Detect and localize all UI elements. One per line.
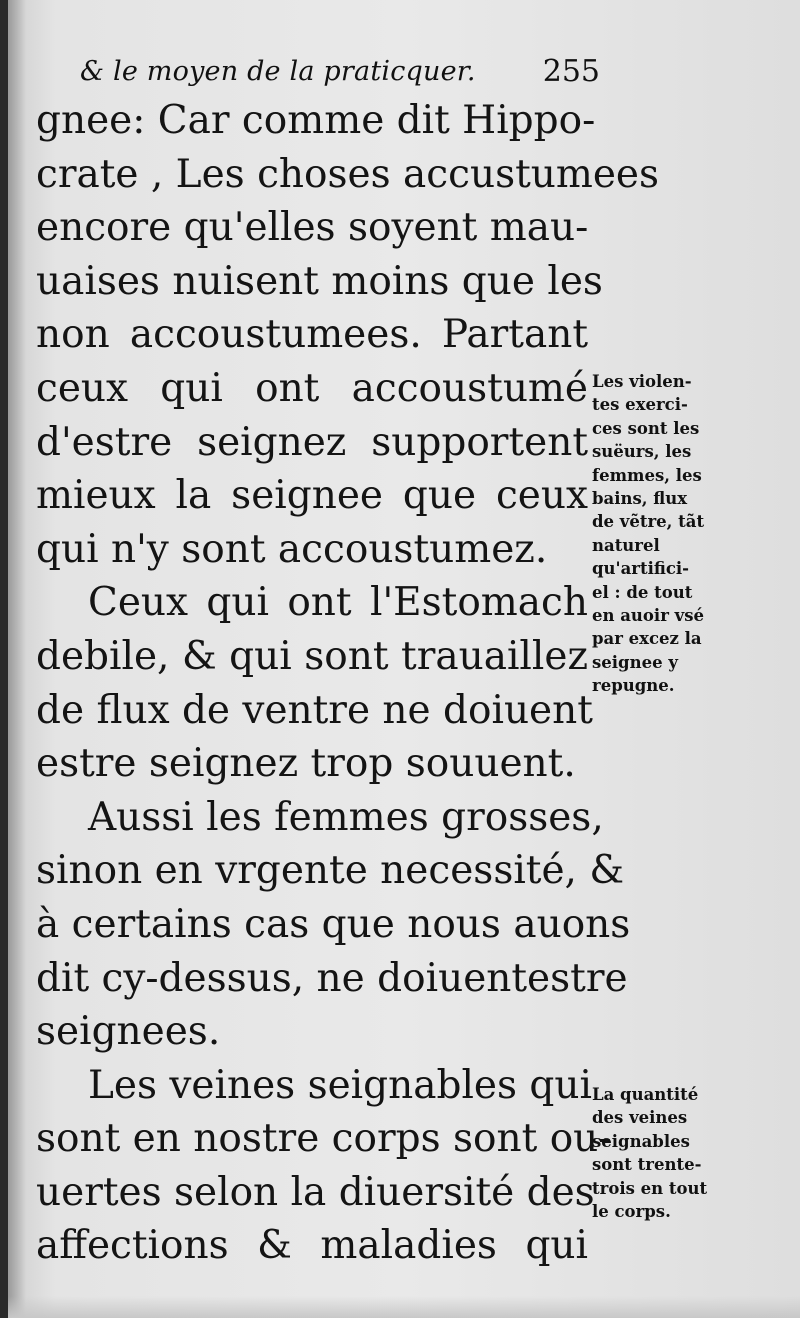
margin-note (592, 370, 732, 697)
text-line: affections & maladies qui (36, 1223, 588, 1269)
text-line: qui n'y sont accoustumez. (36, 526, 548, 572)
text-line: uaises nuisent moins que les (36, 258, 603, 304)
margin-note-line: bains, flux (592, 488, 688, 508)
margin-note (592, 1083, 732, 1223)
text-line: à certains cas que nous auons (36, 901, 631, 947)
text-line: d'estre seignez supportent (36, 419, 588, 465)
text-line: ceux qui ont accoustumé (36, 365, 588, 411)
text-line: estre seignez trop souuent. (36, 741, 576, 787)
text-line: mieux la seignee que ceux (36, 473, 588, 519)
page-header (80, 50, 600, 94)
margin-note-line: seignee y (592, 652, 678, 672)
text-line: seignees. (36, 1009, 221, 1055)
margin-note-line: Les violen- (592, 372, 692, 391)
margin-note-line: le corps. (592, 1201, 671, 1221)
text-line: dit cy-dessus, ne doiuentestre (36, 955, 628, 1001)
text-line: gnee: Car comme dit Hippo- (36, 98, 596, 143)
text-line: Aussi les femmes grosses, (88, 794, 604, 840)
text-line: sinon en vrgente necessité, & (36, 848, 625, 894)
margin-note-line: femmes, les (592, 465, 702, 485)
margin-note-line: seignables (592, 1131, 690, 1151)
margin-note-line: qu'artifici- (592, 559, 690, 579)
text-line: de flux de ventre ne doiuent (36, 687, 593, 733)
margin-note-line: el : de tout (592, 582, 693, 602)
running-title: & le moyen de la praticquer. (80, 56, 476, 87)
bottom-edge-shadow (8, 1296, 800, 1318)
text-line: non accoustumees. Partant (36, 312, 588, 358)
margin-note-line: ces sont les (592, 418, 700, 438)
text-line: encore qu'elles soyent mau- (36, 205, 589, 251)
text-line: sont en nostre corps sont ou- (36, 1116, 612, 1162)
margin-note-line: de vẽtre, tãt (592, 512, 705, 532)
margin-note-line: des veines (592, 1108, 688, 1128)
book-page (8, 0, 800, 1318)
margin-note-line: en auoir vsé (592, 605, 705, 625)
margin-note-line: repugne. (592, 676, 675, 696)
gutter-shadow (8, 0, 26, 1318)
margin-note-line: naturel (592, 535, 660, 555)
margin-note-line: La quantité (592, 1085, 699, 1104)
text-line: debile, & qui sont trauaillez (36, 633, 588, 679)
margin-note-line: suëurs, les (592, 442, 692, 462)
margin-note-line: sont trente- (592, 1155, 702, 1175)
margin-note-line: par excez la (592, 629, 702, 649)
text-line: Ceux qui ont l'Estomach (88, 580, 588, 626)
margin-note-line: tes exerci- (592, 395, 688, 415)
text-line: Les veines seignables qui (88, 1062, 592, 1108)
text-line: uertes selon la diuersité des (36, 1169, 595, 1215)
page-number: 255 (542, 54, 600, 89)
margin-note-line: trois en tout (592, 1178, 708, 1198)
text-line: crate , Les choses accustumees (36, 151, 660, 197)
